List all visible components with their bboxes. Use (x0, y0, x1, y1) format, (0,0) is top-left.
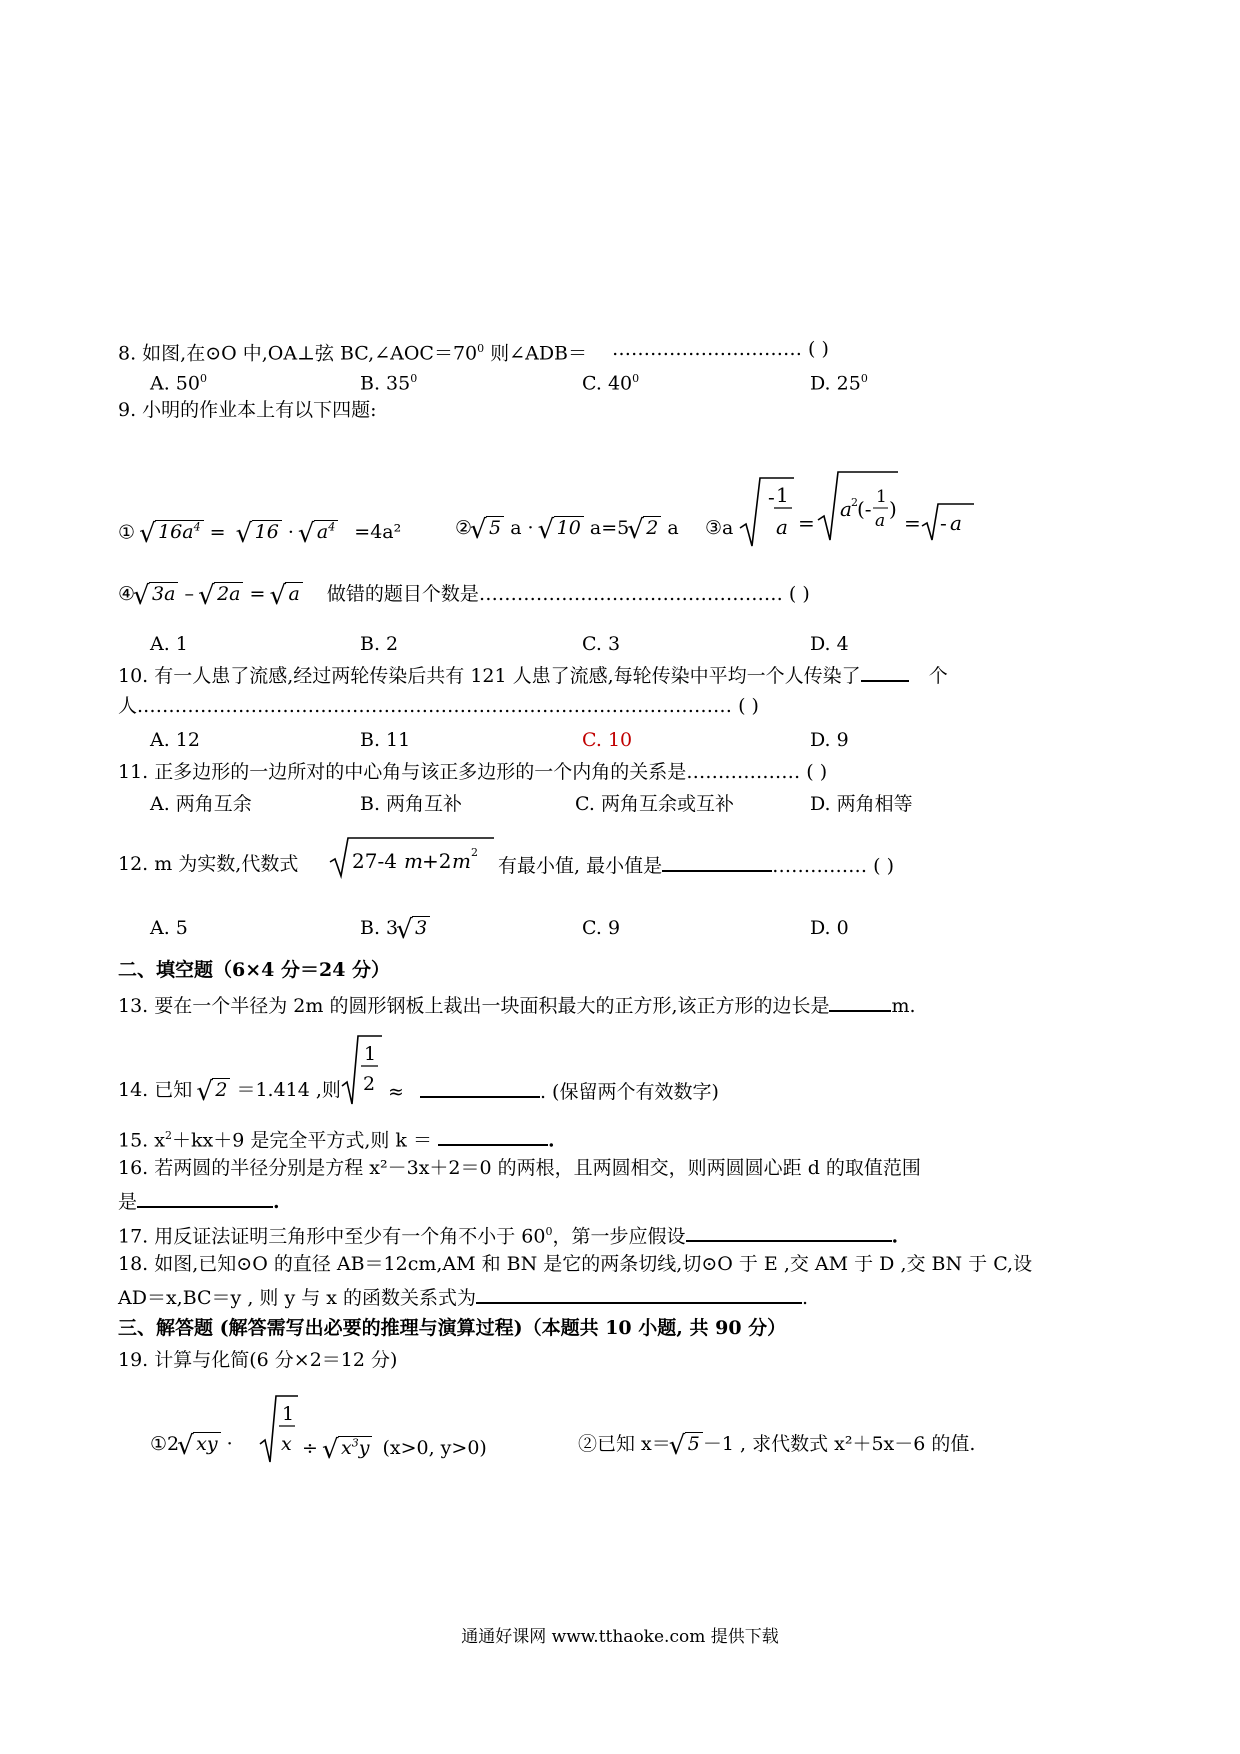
q14 (118, 1078, 341, 1102)
q18-line2 (118, 1284, 808, 1310)
svg-text:1: 1 (776, 483, 789, 507)
q18-line1: 18. 如图,已知⊙O 的直径 AB＝12cm,AM 和 BN 是它的两条切线,切⊙O 于 E ,交 AM 于 D ,交 BN 于 C,设 (118, 1253, 1033, 1275)
q11-option-b: B. 两角互补 (360, 793, 463, 815)
svg-text:27-4: 27-4 (352, 849, 397, 873)
svg-text:): ) (889, 497, 897, 521)
q9-option-a: A. 1 (150, 633, 188, 655)
q12-option-b (360, 916, 430, 940)
q12-option-a: A. 5 (150, 917, 188, 939)
q15-blank (438, 1126, 548, 1146)
q10-option-c-text: C. 10 (582, 729, 633, 751)
sqrt-3: √ 3 (398, 916, 430, 940)
q13-text: 13. 要在一个半径为 2m 的圆形钢板上裁出一块面积最大的正方形,该正方形的边长是 (118, 995, 830, 1017)
q16-line2 (118, 1188, 280, 1214)
sqrt-3a: √ 3a (135, 582, 178, 606)
q14-rest (388, 1078, 719, 1104)
q17: 17. 用反证法证明三角形中至少有一个角不小于 $60^0$，第一步应假设 . (118, 1220, 898, 1248)
svg-text:x: x (281, 1433, 292, 1455)
sqrt-2a: √ 2a (200, 582, 243, 606)
q9-item2-tail: a=5 (589, 517, 630, 539)
sqrt-2-q14: √ 2 (198, 1078, 230, 1102)
q8-sup: 0 (477, 342, 485, 355)
svg-text:a: a (840, 497, 852, 521)
q8-option-d: D. $25^0$ (810, 372, 868, 395)
q10-line1-end: 个 (928, 665, 948, 687)
sqrt-xy: √ xy (179, 1432, 220, 1456)
q10-line1-text: 10. 有一人患了流感,经过两轮传染后共有 121 人患了流感,每轮传染中平均一个人传染了 (118, 665, 861, 687)
q19-part1: ①2√ xy · (150, 1432, 233, 1456)
sqrt-a4: √ $a^4$ (300, 516, 338, 544)
svg-text:2: 2 (471, 846, 478, 859)
section-2-heading: 二、填空题（6×4 分＝24 分） (118, 959, 391, 981)
q9-item3 (705, 516, 733, 540)
q9-item2: ②√ 5 a · √ 10 a=5√ 2 a (455, 516, 679, 540)
q11-option-c: C. 两角互余或互补 (575, 793, 734, 815)
q18-blank (476, 1284, 802, 1304)
q10-option-a: A. 12 (150, 729, 200, 751)
q10-blank (861, 662, 909, 682)
svg-text:m: m (404, 849, 423, 873)
q12-stem (118, 852, 298, 876)
svg-text:(-: (- (857, 497, 872, 521)
q16-line1: 16. 若两圆的半径分别是方程 x²－3x＋2＝0 的两根，且两圆相交，则两圆圆心距 d 的取值范围 (118, 1157, 921, 1179)
q11-option-d: D. 两角相等 (810, 793, 913, 815)
q16-line2-text: 是 (118, 1191, 138, 1213)
q12-stem-a: 12. m 为实数,代数式 (118, 853, 299, 875)
q12-blank (662, 852, 772, 872)
q10-option-d: D. 9 (810, 729, 849, 751)
q15: 15. $x^2+kx+9$ 是完全平方式,则 k ＝ . (118, 1124, 555, 1152)
q8-stem-text: 8. 如图,在⊙O 中,OA⊥弦 BC,∠AOC＝70 (118, 342, 478, 365)
q9-option-b: B. 2 (360, 633, 399, 655)
q13-end: m. (891, 995, 916, 1017)
q12-option-c: C. 9 (582, 917, 621, 939)
q19-stem: 19. 计算与化简(6 分×2＝12 分) (118, 1349, 398, 1371)
q18-line2-text: AD＝x,BC＝y , 则 y 与 x 的函数关系式为 (118, 1287, 477, 1309)
q9-item1: ① √ $16a^4$ = √ 16 · √ $a^4 =4a^2$ (118, 516, 401, 544)
q16-end: . (273, 1191, 280, 1213)
svg-text:a: a (950, 511, 962, 535)
sqrt-a: √ a (271, 582, 302, 606)
q9-item1-marker: ① (118, 521, 136, 544)
sqrt-16a4: √ $16a^4$ (141, 516, 204, 544)
q17-c: . (891, 1225, 899, 1248)
q18-end: . (802, 1287, 809, 1309)
q19-part1-rest: ÷ √ $x^3y$ (x>0, y>0) (302, 1432, 487, 1460)
sqrt-2: √ 2 (629, 516, 661, 540)
q14-sqrt-half (340, 1030, 384, 1110)
q19-sqrt-1-over-x (258, 1390, 300, 1470)
svg-text:a: a (875, 511, 886, 531)
q9-item3-marker: ③a (705, 517, 734, 539)
section-3-heading: 三、解答题 (解答需写出必要的推理与演算过程)（本题共 10 小题, 共 90 分） (118, 1317, 787, 1339)
q19-p2-a: ②已知 x＝ (578, 1433, 671, 1455)
sqrt-5-q19: √ 5 (671, 1432, 703, 1456)
q19-part2 (578, 1432, 975, 1456)
sqrt-5: √ 5 (472, 516, 504, 540)
q14-d: . (保留两个有效数字) (539, 1081, 719, 1103)
q12-stem-rest (498, 852, 894, 878)
q10-option-b: B. 11 (360, 729, 411, 751)
svg-text:2: 2 (851, 496, 858, 509)
q14-b: ＝1.414 ,则 (236, 1079, 341, 1101)
q9-item4: ④√ 3a – √ 2a = √ a 做错的题目个数是………………………………………… ( ) (118, 582, 810, 606)
q14-c: ≈ (388, 1081, 404, 1103)
q8-option-a: A. $50^0$ (150, 372, 207, 395)
q10-line1 (118, 662, 948, 688)
q9-option-c: C. 3 (582, 633, 621, 655)
q9-item1-tail: =4a² (354, 521, 402, 544)
q17-b: ，第一步应假设 (552, 1225, 686, 1248)
q19-p1-prefix: ①2 (150, 1433, 180, 1455)
q13 (118, 992, 916, 1018)
svg-text:m: m (452, 849, 471, 873)
svg-text:-: - (768, 485, 775, 509)
q8-stem-tail: 则∠ADB＝ (484, 342, 588, 365)
sqrt-10: √ 10 (540, 516, 584, 540)
q17-a: 17. 用反证法证明三角形中至少有一个角不小于 60 (118, 1225, 546, 1248)
q11-stem: 11. 正多边形的一边所对的中心角与该正多边形的一个内角的关系是……………… ( ) (118, 761, 828, 783)
q15-c: . (548, 1129, 555, 1152)
svg-text:2: 2 (363, 1073, 376, 1095)
q9-item2-marker: ② (455, 517, 473, 539)
q13-blank (829, 992, 891, 1012)
q14-blank (420, 1078, 540, 1098)
q16-blank (137, 1188, 273, 1208)
svg-text:-: - (940, 511, 947, 535)
q10-line2: 人.………………………………………………………………………………… ( ) (118, 695, 759, 717)
q9-item4-tail: 做错的题目个数是………………………………………… ( ) (326, 583, 810, 605)
sqrt-16: √ 16 (238, 520, 282, 544)
q12-stem-c: …………… ( ) (772, 855, 894, 877)
q12-option-d: D. 0 (810, 917, 849, 939)
q8-stem (118, 337, 587, 365)
q19-p2-b: －1 , 求代数式 x²＋5x－6 的值. (702, 1433, 976, 1455)
svg-text:=: = (904, 511, 921, 535)
q12-stem-b: 有最小值, 最小值是 (498, 855, 663, 877)
svg-text:=: = (798, 511, 815, 535)
q8-option-b: B. $35^0$ (360, 372, 418, 395)
svg-text:a: a (776, 515, 788, 539)
q9-option-d: D. 4 (810, 633, 849, 655)
sqrt-x3y: √ $x^3y$ (324, 1432, 372, 1460)
q17-blank (686, 1222, 892, 1242)
q8-dots: ………………………… ( ) (612, 338, 829, 360)
q15-a: 15. x (118, 1129, 165, 1152)
q9-item2-end: a (667, 517, 679, 539)
q9-item2-mid: a (510, 517, 522, 539)
q12-sqrt-expression (328, 832, 496, 880)
q19-p1-cond: (x>0, y>0) (382, 1437, 487, 1460)
q10-option-c (582, 728, 632, 752)
svg-text:1: 1 (364, 1043, 377, 1065)
svg-text:1: 1 (282, 1403, 295, 1425)
q9-stem: 9. 小明的作业本上有以下四题: (118, 399, 377, 421)
q8-option-c: C. $40^0$ (582, 372, 640, 395)
footer: 通通好课网 www.tthaoke.com 提供下载 (461, 1627, 779, 1647)
q15-b: ＋kx＋9 是完全平方式,则 k ＝ (171, 1129, 432, 1152)
q12-option-b-text: B. 3 (360, 917, 399, 939)
q14-a: 14. 已知 (118, 1079, 193, 1101)
svg-text:+2: +2 (422, 849, 452, 873)
q9-item4-marker: ④ (118, 583, 136, 605)
q9-item3-formula (738, 468, 978, 552)
q11-option-a: A. 两角互余 (150, 793, 252, 815)
svg-text:1: 1 (876, 487, 887, 507)
